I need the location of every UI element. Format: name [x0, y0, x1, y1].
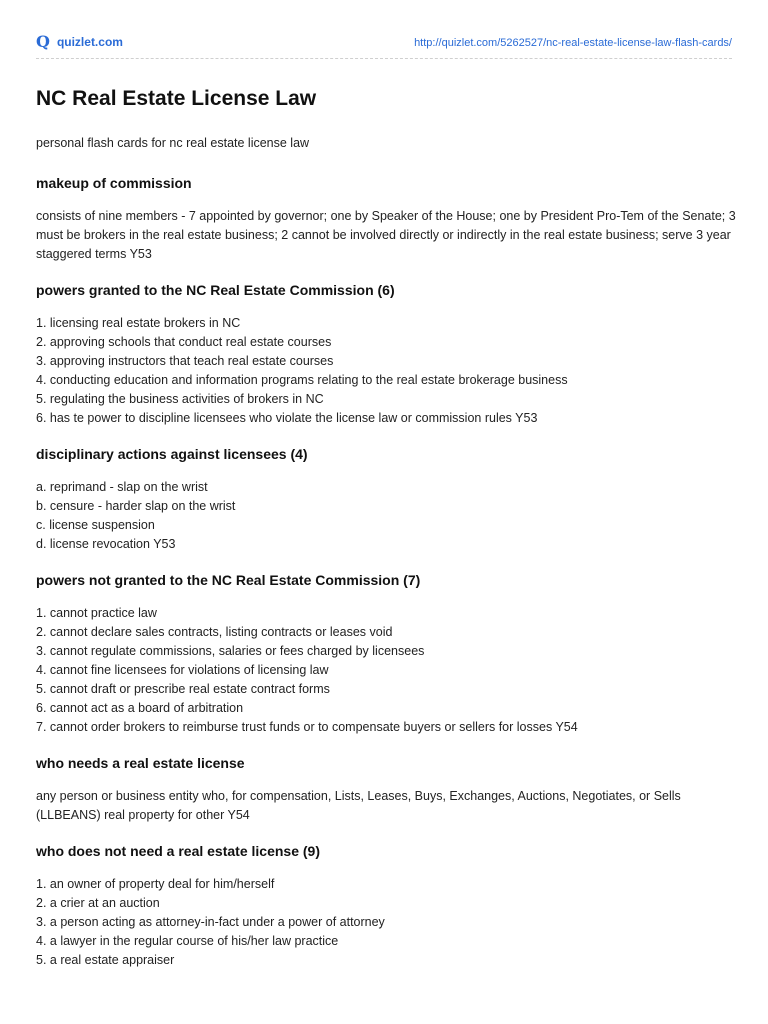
document-description: personal flash cards for nc real estate license law	[36, 136, 310, 150]
brand-name: quizlet.com	[56, 35, 123, 49]
definition-line: any person or business entity who, for compensation, Lists, Leases, Buys, Exchanges, Auctions, Negotiates, or Sells (LLBEANS) real property for other Y54	[36, 789, 681, 822]
definition-line: consists of nine members - 7 appointed by governor; one by Speaker of the House; one by President Pro-Tem of the Senate; 3 must be brokers in the real estate business; 2 cannot be involved directly or indirectly in the real estate business; serve 3 year staggered terms Y53	[36, 209, 736, 261]
definition-line: d. license revocation Y53	[36, 537, 176, 551]
card-definition	[36, 787, 736, 825]
definition-line: b. censure - harder slap on the wrist	[36, 499, 236, 513]
card-definition	[36, 604, 736, 737]
flash-card	[36, 444, 736, 554]
card-term: who does not need a real estate license (9)	[36, 843, 320, 859]
card-term: makeup of commission	[36, 175, 192, 191]
definition-line: 4. conducting education and information programs relating to the real estate brokerage business	[36, 373, 568, 387]
card-definition	[36, 207, 736, 264]
header-divider	[36, 58, 732, 59]
definition-line: c. license suspension	[36, 518, 155, 532]
card-term: powers granted to the NC Real Estate Commission (6)	[36, 282, 395, 298]
card-term: powers not granted to the NC Real Estate Commission (7)	[36, 572, 421, 588]
definition-line: 3. a person acting as attorney-in-fact under a power of attorney	[36, 915, 385, 929]
quizlet-logo-icon: Q	[36, 32, 50, 51]
document-content	[36, 86, 736, 986]
flash-card	[36, 173, 736, 264]
card-definition	[36, 875, 736, 970]
card-term: who needs a real estate license	[36, 755, 245, 771]
definition-line: 4. cannot fine licensees for violations of licensing law	[36, 663, 329, 677]
flash-card	[36, 570, 736, 737]
document-title: NC Real Estate License Law	[36, 87, 317, 110]
card-definition	[36, 478, 736, 554]
definition-line: 1. licensing real estate brokers in NC	[36, 316, 241, 330]
definition-line: 7. cannot order brokers to reimburse trust funds or to compensate buyers or sellers for losses Y54	[36, 720, 578, 734]
definition-line: 6. has te power to discipline licensees who violate the license law or commission rules Y53	[36, 411, 538, 425]
flash-card	[36, 280, 736, 428]
definition-line: 5. regulating the business activities of brokers in NC	[36, 392, 324, 406]
definition-line: 1. an owner of property deal for him/herself	[36, 877, 275, 891]
definition-line: 6. cannot act as a board of arbitration	[36, 701, 244, 715]
definition-line: 3. approving instructors that teach real estate courses	[36, 354, 334, 368]
definition-line: 4. a lawyer in the regular course of his/her law practice	[36, 934, 339, 948]
source-url-link[interactable]: http://quizlet.com/5262527/nc-real-estate-license-law-flash-cards/	[414, 37, 732, 49]
definition-line: 1. cannot practice law	[36, 606, 157, 620]
definition-line: 2. cannot declare sales contracts, listing contracts or leases void	[36, 625, 393, 639]
card-definition	[36, 314, 736, 428]
flash-card	[36, 753, 736, 825]
page-header	[36, 34, 732, 54]
definition-line: 3. cannot regulate commissions, salaries or fees charged by licensees	[36, 644, 425, 658]
flash-card	[36, 841, 736, 970]
definition-line: 2. a crier at an auction	[36, 896, 160, 910]
definition-line: 5. a real estate appraiser	[36, 953, 175, 967]
definition-line: 5. cannot draft or prescribe real estate contract forms	[36, 682, 330, 696]
brand-link[interactable]	[36, 34, 123, 50]
definition-line: a. reprimand - slap on the wrist	[36, 480, 208, 494]
definition-line: 2. approving schools that conduct real estate courses	[36, 335, 332, 349]
card-term: disciplinary actions against licensees (4)	[36, 446, 308, 462]
